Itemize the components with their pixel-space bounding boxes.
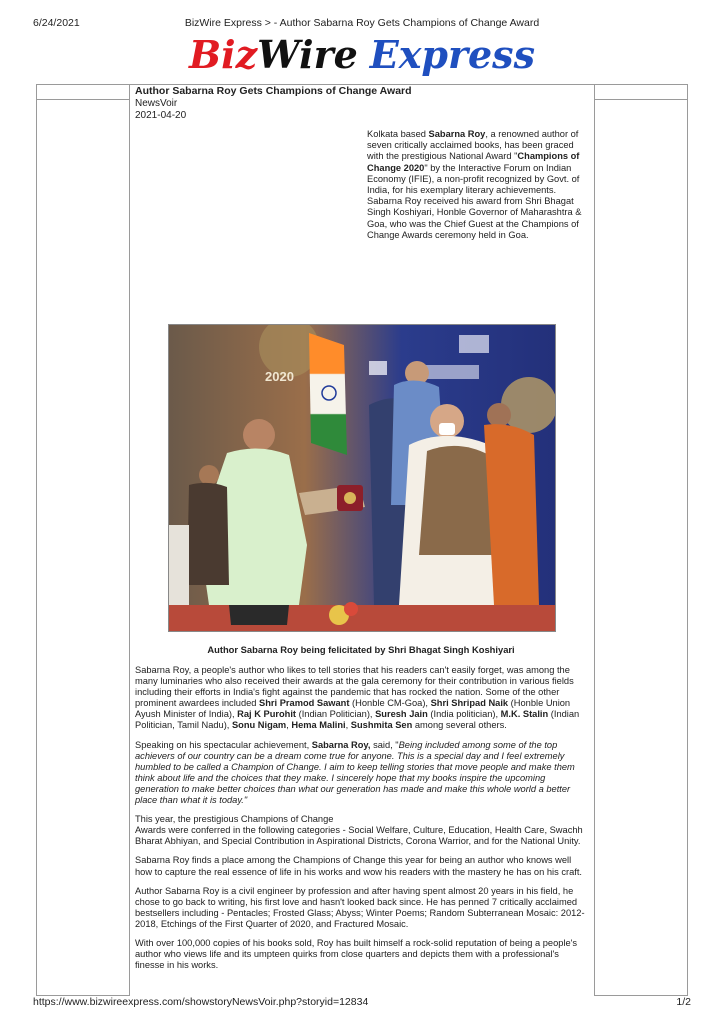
paragraph-background: Author Sabarna Roy is a civil engineer by profession and after having spent almost 20 years in his field, he chose to go back to writing, his first love and hasn't looked back since. He has penned 7 critically acclaimed bestsellers including - Pentacles; Frosted Glass; Abyss; Winter Poems; Random Subterranean Mosaic: 2012-2018, Etchings of the First Quarter of 2020, and Fractured Mosaic. [135,885,585,929]
award-photo-image [169,325,556,632]
article [135,85,587,971]
paragraph-champion: Sabarna Roy finds a place among the Champions of Change this year for being an author who knows well how to capture the real essence of life in his works and wow his readers with the mastery he has on his craft. [135,855,582,877]
award-name: Champions of Change 2020 [367,151,580,173]
page-number: 1/2 [676,996,691,1008]
article-intro: Kolkata based Sabarna Roy, a renowned author of seven critically acclaimed books, has been graced with the prestigious National Award "Champions of Change 2020" by the Interactive Forum on Indian Economy (IFIE), a non-profit recognized by Govt. of India, for his exemplary literary achievements. Sabarna Roy received his award from Shri Bhagat Singh Koshiyari, Honble Governor of Maharashtra & Goa, who was the Chief Guest at the Champions of Change Awards ceremony held in Goa. [367,129,582,240]
print-date: 6/24/2021 [33,17,80,29]
paragraph-categories: This year, the prestigious Champions of Change Awards were conferred in the following categories - Social Welfare, Culture, Education, Health Care, Swachh Bharat Abhiyan, and Special Contribution in Aspirational Districts, Corona Warrior, and for the National Unity. [135,814,583,847]
left-sidebar [36,84,130,996]
logo-biz: Biz [189,32,258,77]
author-name: Sabarna Roy [428,129,486,139]
paragraph-reputation: With over 100,000 copies of his books sold, Roy has built himself a rock-solid reputation of being a people's author who views life and its umpteen quirks from close quarters and depicts them with a professional's finesse in his works. [135,937,578,971]
paragraph-quote: Speaking on his spectacular achievement, Sabarna Roy, said, "Being included among some of the top achievers of our country can be a dream come true for anyone. This is a special day and I feel extremely humbled to be called a Champion of Change. I aim to keep telling stories that move people and make them think about life and the choices that they make. I sincerely hope that my books inspire the upcoming generation to make better choices than what our generation has made and make this whole world a better place than what it is today." [135,739,575,806]
author-quote: Being included among some of the top achievers of our country can be a dream come true for anyone. This is a special day and I feel extremely humbled to be called a Champion of Change. I aim to keep telling stories that move people and make them think about life and the choices that they make. I sincerely hope that my books inspire the upcoming generation to make better choices than what our generation has made and make this whole world a better place than what it is today." [135,739,575,806]
article-source: NewsVoir [135,97,178,109]
paragraph-awardees: Sabarna Roy, a people's author who likes to tell stories that his readers can't easily forget, was among the many luminaries who also received their awards at the gala ceremony for their contribution in various fields including their efforts in India's fight against the pandemic that has rocked the nation. Some of the other prominent awardees included Shri Pramod Sawant (Honble CM-Goa), Shri Shripad Naik (Honble Union Ayush Minister of India), Raj K Purohit (Indian Politician), Suresh Jain (India politician), M.K. Stalin (Indian Politician, Tamil Nadu), Sonu Nigam, Hema Malini, Sushmita Sen among several others. [135,665,580,731]
logo-express: Express [369,32,535,77]
photo-banner-year: 2020 [265,369,294,384]
logo-wire: Wire [257,32,358,77]
article-meta [135,85,587,123]
article-body [135,665,587,979]
right-sidebar [594,84,688,996]
award-photo [168,324,556,632]
print-title: BizWire Express > - Author Sabarna Roy Gets Champions of Change Award [184,17,540,29]
site-logo[interactable] [0,32,724,76]
article-title: Author Sabarna Roy Gets Champions of Change Award [135,85,412,97]
page-url: https://www.bizwireexpress.com/showstoryNewsVoir.php?storyid=12834 [33,996,369,1008]
article-date: 2021-04-20 [135,110,187,121]
photo-caption: Author Sabarna Roy being felicitated by Shri Bhagat Singh Koshiyari [207,644,515,655]
